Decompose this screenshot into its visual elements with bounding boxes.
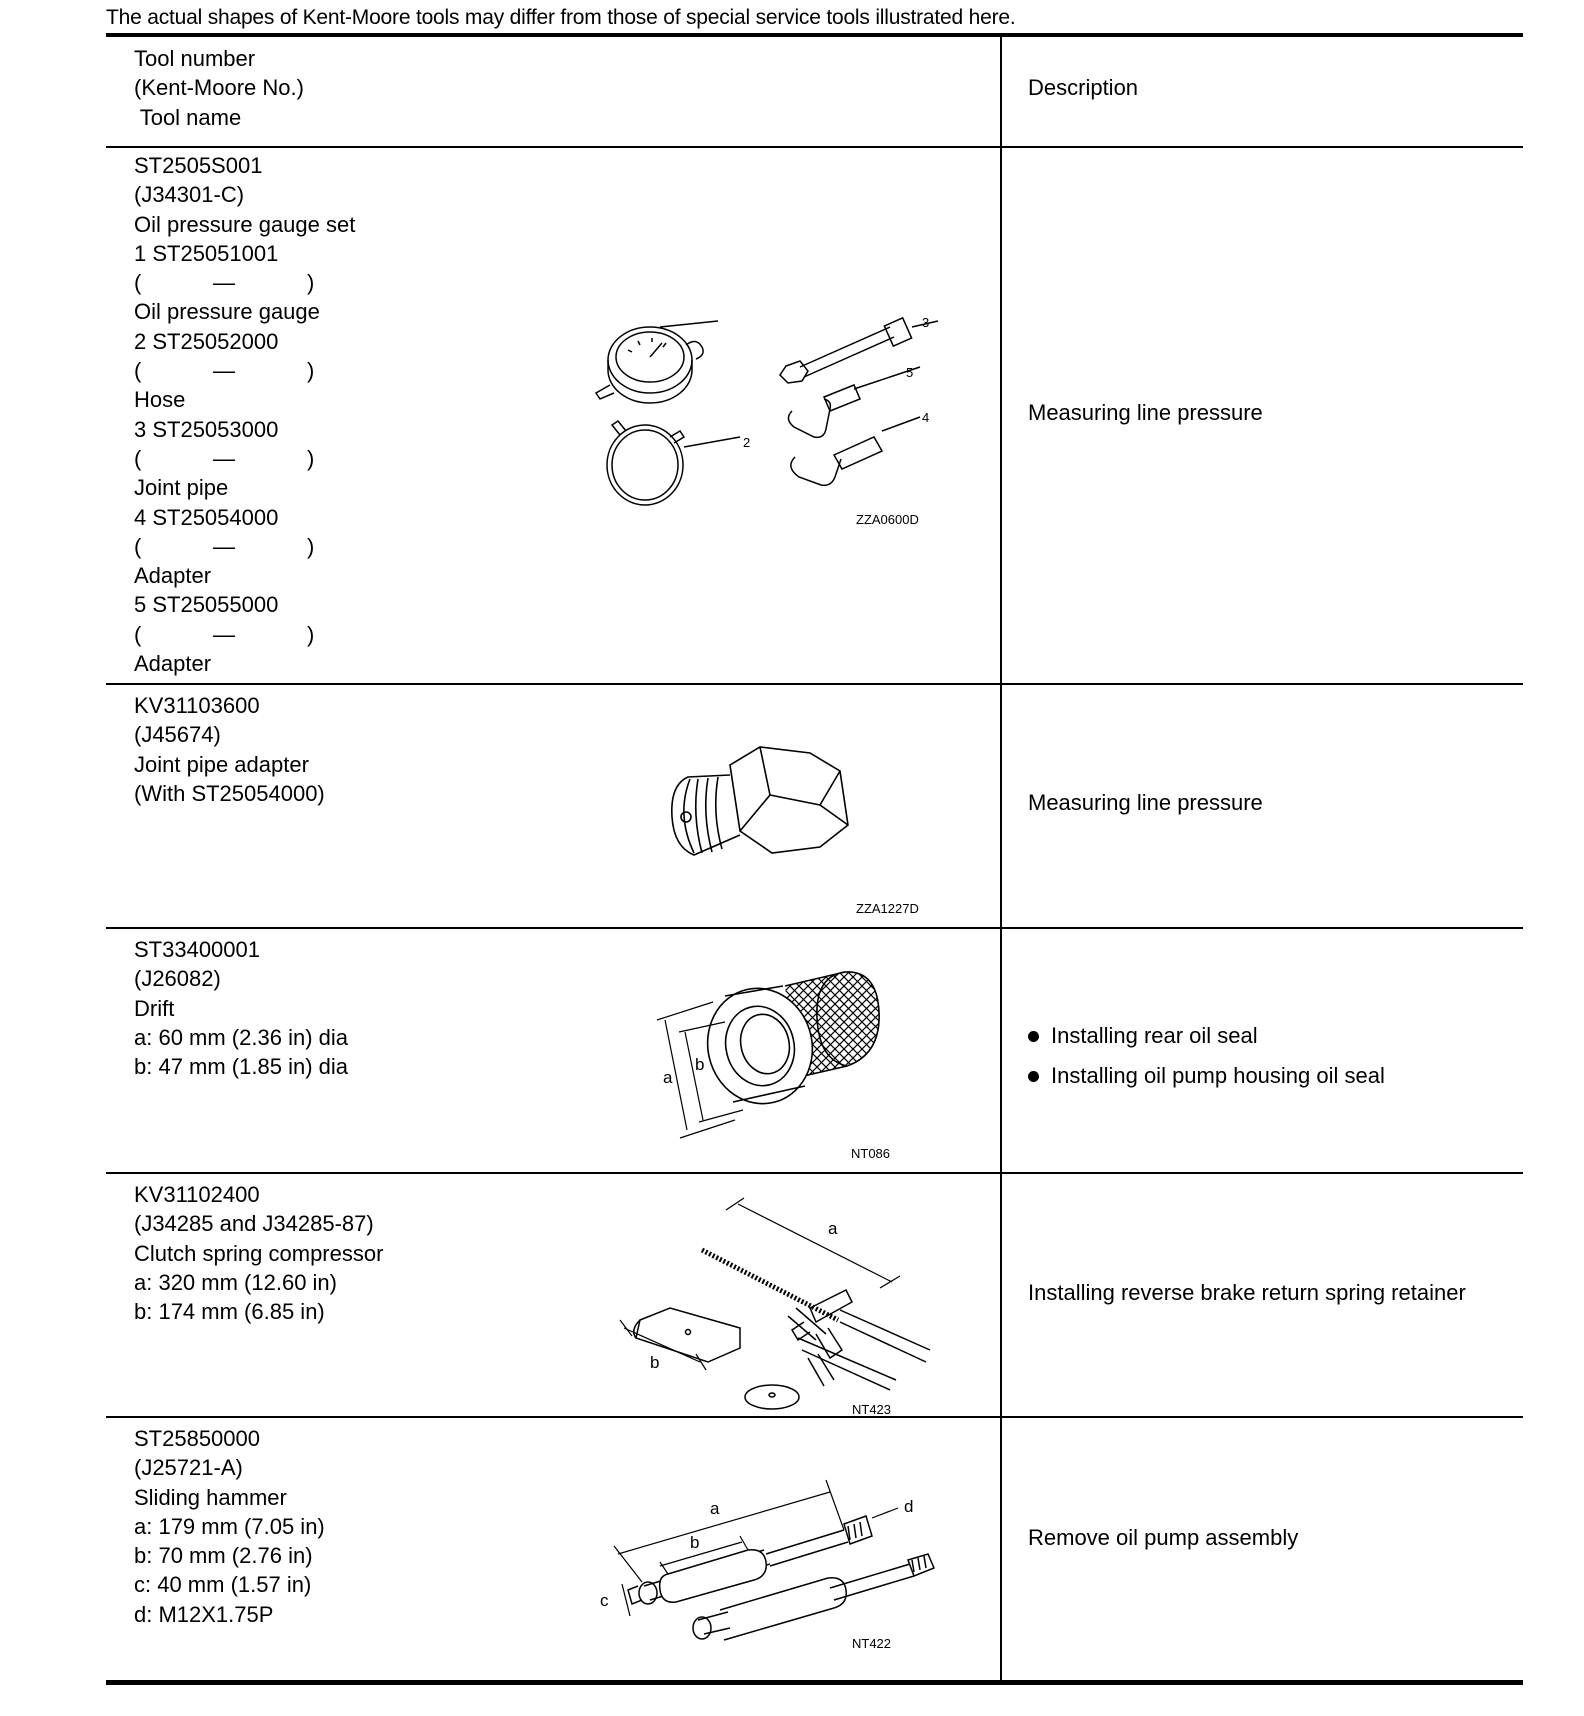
washer-icon [745,1385,799,1409]
part-number: 3 ST25053000 [134,416,279,442]
tool-number: KV31102400 [134,1182,260,1207]
figure-code: ZZA1227D [856,901,919,916]
dimension-label: b [690,1533,700,1552]
clutch-spring-compressor-figure [610,1190,950,1415]
row-5-description: Remove oil pump assembly [1028,1525,1299,1550]
row-1-description: Measuring line pressure [1028,400,1263,425]
hose-icon [607,421,740,505]
tool-name: Sliding hammer [134,1484,287,1510]
sliding-hammer-figure [598,1450,943,1650]
adapter-icon [672,747,848,855]
drift-icon [696,972,880,1115]
tool-number: ST25850000 [134,1426,260,1451]
figure-code: NT422 [852,1636,892,1651]
figure-code: ZZA0600D [856,512,919,527]
callout-label: 5 [906,365,914,380]
pressure-gauge-icon [596,321,718,403]
kent-moore-number: (J45674) [134,722,221,748]
compressor-icon [702,1250,930,1390]
tool-row-5-text [134,1424,325,1629]
joint-pipe-adapter-figure [660,735,940,920]
kent-moore-blank: ( — ) [134,270,315,296]
dimension-c: c: 40 mm (1.57 in) [134,1572,312,1598]
tool-number: ST33400001 [134,937,260,962]
kent-moore-blank: ( — ) [134,533,315,559]
part-name: Oil pressure gauge [134,299,320,325]
tool-row-2-text [134,691,325,808]
header-tool-column [134,44,304,132]
bullet-item: Installing rear oil seal [1028,1016,1385,1056]
tool-number: ST2505S001 [134,153,263,178]
part-number: 2 ST25052000 [134,328,279,354]
kent-moore-blank: ( — ) [134,358,315,384]
kent-moore-number: (J34301-C) [134,182,245,208]
tool-name: Clutch spring compressor [134,1240,384,1266]
dimension-b: b: 47 mm (1.85 in) dia [134,1054,348,1080]
dimension-label: a [828,1219,838,1238]
row-divider [106,927,1523,929]
bullet-icon [1028,1031,1039,1042]
tool-number: KV31103600 [134,693,260,718]
adapter-elbow-icon [788,367,920,437]
row-divider [106,683,1523,685]
header-tool-line: (Kent-Moore No.) [134,75,304,101]
dimension-label: b [650,1353,660,1372]
dimension-a: a: 320 mm (12.60 in) [134,1269,337,1295]
row-divider [106,1416,1523,1418]
tool-name: Joint pipe adapter [134,751,309,777]
row-2-description: Measuring line pressure [1028,790,1263,815]
table-top-rule [106,33,1523,37]
part-number: 5 ST25055000 [134,592,279,618]
dimension-b: b: 70 mm (2.76 in) [134,1543,313,1569]
header-description: Description [1028,75,1139,100]
bullet-icon [1028,1071,1039,1082]
dimension-a: a: 179 mm (7.05 in) [134,1513,325,1539]
table-bottom-rule [106,1680,1523,1685]
part-name: Joint pipe [134,475,229,501]
bullet-item: Installing oil pump housing oil seal [1028,1056,1385,1096]
callout-label: 4 [922,410,930,425]
callout-label: 2 [743,435,751,450]
dimension-label: b [695,1055,705,1074]
drift-figure [655,968,915,1168]
page-note: The actual shapes of Kent-Moore tools may differ from those of special service tools illustrated here. [106,6,1016,29]
part-name: Hose [134,387,186,413]
tool-name: Oil pressure gauge set [134,211,356,237]
part-number: 4 ST25054000 [134,504,279,530]
dimension-label: a [710,1499,720,1518]
tool-row-4-text [134,1180,383,1326]
adapter-elbow-icon [791,417,920,485]
figure-code: NT423 [852,1402,892,1417]
tool-note: (With ST25054000) [134,780,325,806]
row-3-bullets [1028,1016,1385,1096]
oil-pressure-gauge-set-figure [600,305,940,535]
dimension-label: a [663,1068,673,1087]
tool-name: Drift [134,995,175,1021]
dimension-label: d [904,1497,914,1516]
part-name: Adapter [134,651,212,677]
joint-pipe-icon [780,318,938,383]
column-divider [1000,36,1002,1681]
row-divider [106,1172,1523,1174]
dimension-b: b: 174 mm (6.85 in) [134,1299,325,1325]
callout-label: 3 [922,315,930,330]
tool-row-3-text [134,935,348,1081]
header-tool-line: Tool number [134,46,256,71]
header-tool-line: Tool name [134,104,242,130]
part-name: Adapter [134,563,212,589]
dimension-d: d: M12X1.75P [134,1601,274,1627]
dimension-a: a: 60 mm (2.36 in) dia [134,1024,348,1050]
part-number: 1 ST25051001 [134,240,279,266]
kent-moore-number: (J26082) [134,966,221,992]
header-rule [106,146,1523,148]
kent-moore-blank: ( — ) [134,621,315,647]
kent-moore-blank: ( — ) [134,445,315,471]
kent-moore-number: (J25721-A) [134,1455,243,1481]
row-4-description: Installing reverse brake return spring retainer [1028,1280,1466,1305]
dimension-label: c [600,1591,609,1610]
kent-moore-number: (J34285 and J34285-87) [134,1211,374,1237]
figure-code: NT086 [851,1146,891,1161]
tool-row-1-text [134,151,355,678]
sliding-hammer-icon [628,1516,872,1604]
